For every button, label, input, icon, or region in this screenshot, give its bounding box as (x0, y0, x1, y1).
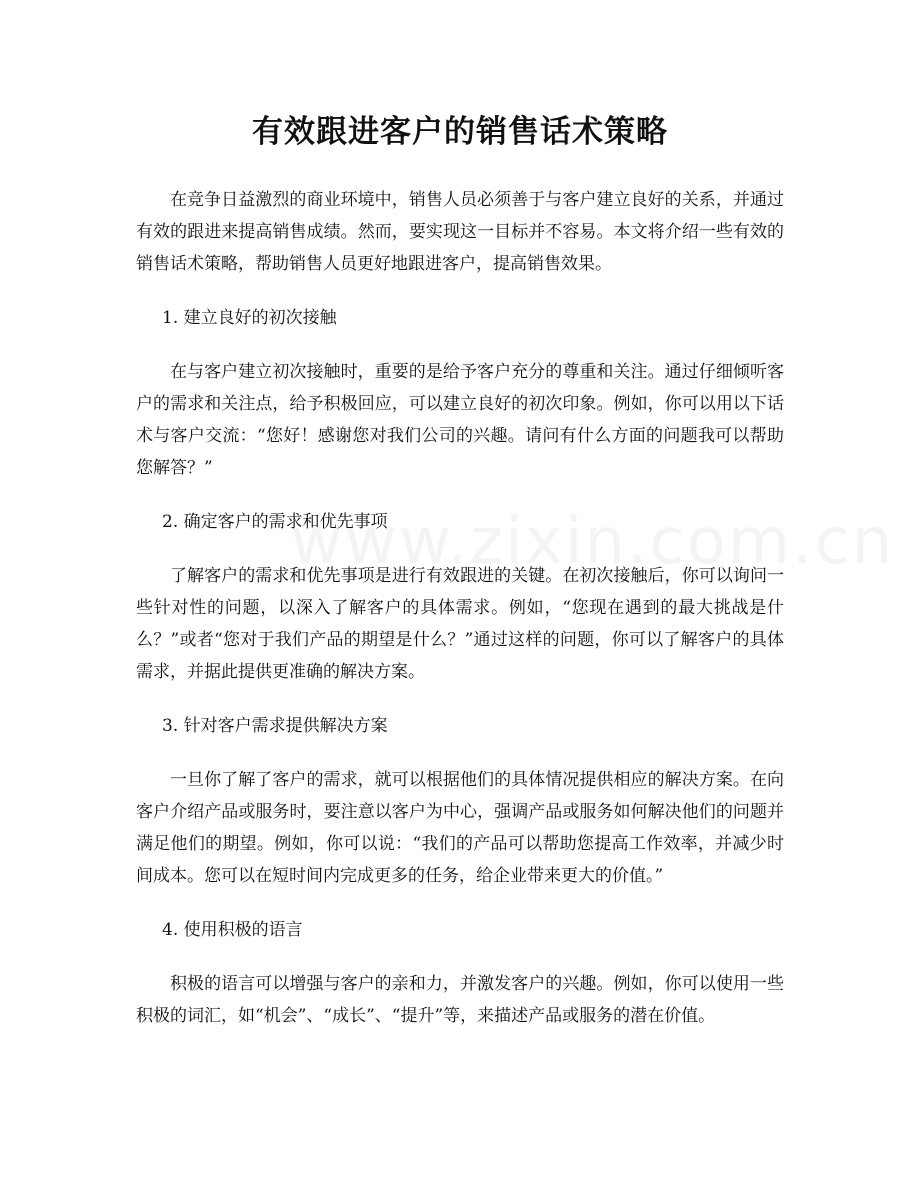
section-paragraph-1: 在与客户建立初次接触时，重要的是给予客户充分的尊重和关注。通过仔细倾听客户的需求和关注点，给予积极回应，可以建立良好的初次印象。例如，你可以用以下话术与客户交流：“您好！感谢您对我们公司的兴趣。请问有什么方面的问题我可以帮助您解答？” (136, 362, 784, 478)
document-title: 有效跟进客户的销售话术策略 (252, 114, 668, 150)
section-heading-1: 1. 建立良好的初次接触 (162, 308, 337, 328)
section-heading-4: 4. 使用积极的语言 (162, 920, 303, 940)
section-paragraph-2: 了解客户的需求和优先事项是进行有效跟进的关键。在初次接触后，你可以询问一些针对性的问题，以深入了解客户的具体需求。例如，“您现在遇到的最大挑战是什么？”或者“您对于我们产品的期望是什么？”通过这样的问题，你可以了解客户的具体需求，并据此提供更准确的解决方案。 (136, 566, 784, 682)
intro-paragraph: 在竞争日益激烈的商业环境中，销售人员必须善于与客户建立良好的关系，并通过有效的跟进来提高销售成绩。然而，要实现这一目标并不容易。本文将介绍一些有效的销售话术策略，帮助销售人员更好地跟进客户，提高销售效果。 (136, 190, 784, 274)
section-paragraph-3: 一旦你了解了客户的需求，就可以根据他们的具体情况提供相应的解决方案。在向客户介绍产品或服务时，要注意以客户为中心，强调产品或服务如何解决他们的问题并满足他们的期望。例如，你可以说：“我们的产品可以帮助您提高工作效率，并减少时间成本。您可以在短时间内完成更多的任务，给企业带来更大的价值。” (136, 770, 784, 886)
section-paragraph-4: 积极的语言可以增强与客户的亲和力，并激发客户的兴趣。例如，你可以使用一些积极的词汇，如“机会”、“成长”、“提升”等，来描述产品或服务的潜在价值。 (136, 974, 784, 1026)
section-heading-2: 2. 确定客户的需求和优先事项 (162, 512, 388, 532)
section-heading-3: 3. 针对客户需求提供解决方案 (162, 716, 388, 736)
document-body (136, 184, 784, 1054)
